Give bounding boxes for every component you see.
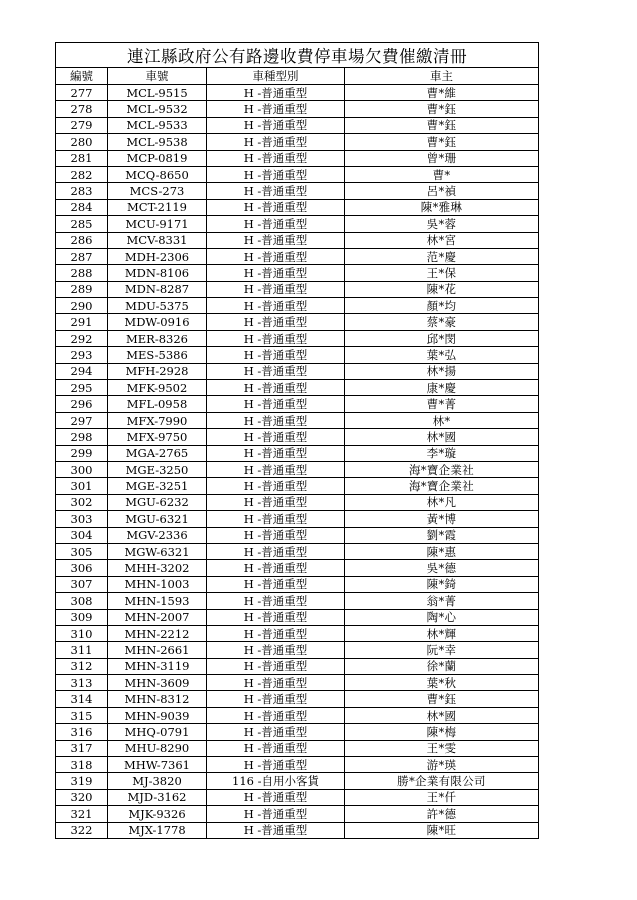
cell-no: 317	[56, 740, 108, 756]
table-row	[56, 691, 539, 707]
table-row	[56, 707, 539, 723]
cell-owner: 陶*心	[345, 609, 539, 625]
table-row	[56, 396, 539, 412]
cell-plate: MHH-3202	[108, 560, 207, 576]
cell-plate: MCL-9538	[108, 134, 207, 150]
table-row	[56, 363, 539, 379]
cell-type: H -普通重型	[207, 511, 345, 527]
cell-type: H -普通重型	[207, 117, 345, 133]
cell-type: H -普通重型	[207, 380, 345, 396]
table-row	[56, 445, 539, 461]
column-header-row	[56, 68, 539, 85]
table-row	[56, 232, 539, 248]
cell-plate: MHN-2661	[108, 642, 207, 658]
table-row	[56, 806, 539, 822]
cell-owner: 邱*閔	[345, 330, 539, 346]
cell-type: 116 -自用小客貨	[207, 773, 345, 789]
table-row	[56, 183, 539, 199]
cell-owner: 吳*蓉	[345, 216, 539, 232]
cell-no: 295	[56, 380, 108, 396]
cell-owner: 康*慶	[345, 380, 539, 396]
cell-type: H -普通重型	[207, 806, 345, 822]
cell-type: H -普通重型	[207, 822, 345, 838]
cell-owner: 阮*幸	[345, 642, 539, 658]
cell-no: 277	[56, 85, 108, 101]
table-row	[56, 347, 539, 363]
cell-type: H -普通重型	[207, 248, 345, 264]
cell-no: 278	[56, 101, 108, 117]
cell-no: 302	[56, 494, 108, 510]
cell-owner: 陳*梅	[345, 724, 539, 740]
cell-no: 283	[56, 183, 108, 199]
cell-type: H -普通重型	[207, 494, 345, 510]
cell-type: H -普通重型	[207, 298, 345, 314]
cell-type: H -普通重型	[207, 757, 345, 773]
cell-plate: MDN-8106	[108, 265, 207, 281]
cell-plate: MHN-9039	[108, 707, 207, 723]
cell-no: 280	[56, 134, 108, 150]
cell-no: 306	[56, 560, 108, 576]
cell-type: H -普通重型	[207, 461, 345, 477]
cell-no: 292	[56, 330, 108, 346]
table-row	[56, 822, 539, 838]
cell-owner: 陳*錡	[345, 576, 539, 592]
cell-owner: 呂*禎	[345, 183, 539, 199]
table-row	[56, 429, 539, 445]
cell-type: H -普通重型	[207, 347, 345, 363]
cell-no: 282	[56, 166, 108, 182]
cell-owner: 曹*鈺	[345, 117, 539, 133]
cell-no: 321	[56, 806, 108, 822]
cell-plate: MHW-7361	[108, 757, 207, 773]
table-body	[56, 85, 539, 839]
cell-no: 286	[56, 232, 108, 248]
cell-plate: MHN-3609	[108, 675, 207, 691]
cell-no: 284	[56, 199, 108, 215]
cell-type: H -普通重型	[207, 232, 345, 248]
cell-owner: 游*瑛	[345, 757, 539, 773]
cell-no: 319	[56, 773, 108, 789]
cell-no: 298	[56, 429, 108, 445]
cell-owner: 翁*菁	[345, 593, 539, 609]
cell-no: 293	[56, 347, 108, 363]
cell-plate: MCL-9532	[108, 101, 207, 117]
cell-owner: 蔡*豪	[345, 314, 539, 330]
cell-owner: 曹*鈺	[345, 691, 539, 707]
cell-plate: MCS-273	[108, 183, 207, 199]
cell-type: H -普通重型	[207, 789, 345, 805]
cell-type: H -普通重型	[207, 445, 345, 461]
table-row	[56, 330, 539, 346]
table-row	[56, 789, 539, 805]
table-row	[56, 757, 539, 773]
table-row	[56, 85, 539, 101]
table-row	[56, 724, 539, 740]
cell-plate: MJ-3820	[108, 773, 207, 789]
cell-plate: MJD-3162	[108, 789, 207, 805]
cell-type: H -普通重型	[207, 658, 345, 674]
cell-plate: MHN-2007	[108, 609, 207, 625]
cell-type: H -普通重型	[207, 330, 345, 346]
cell-type: H -普通重型	[207, 216, 345, 232]
cell-plate: MHQ-0791	[108, 724, 207, 740]
cell-type: H -普通重型	[207, 593, 345, 609]
cell-owner: 曹*	[345, 166, 539, 182]
cell-owner: 葉*弘	[345, 347, 539, 363]
cell-no: 315	[56, 707, 108, 723]
table-row	[56, 281, 539, 297]
cell-no: 285	[56, 216, 108, 232]
cell-type: H -普通重型	[207, 314, 345, 330]
cell-plate: MHN-2212	[108, 625, 207, 641]
cell-owner: 林*凡	[345, 494, 539, 510]
cell-type: H -普通重型	[207, 576, 345, 592]
table-row	[56, 216, 539, 232]
cell-no: 288	[56, 265, 108, 281]
cell-plate: MER-8326	[108, 330, 207, 346]
cell-owner: 李*璇	[345, 445, 539, 461]
cell-owner: 勝*企業有限公司	[345, 773, 539, 789]
cell-plate: MGA-2765	[108, 445, 207, 461]
cell-no: 296	[56, 396, 108, 412]
cell-no: 312	[56, 658, 108, 674]
table-row	[56, 248, 539, 264]
cell-no: 304	[56, 527, 108, 543]
table-row	[56, 461, 539, 477]
cell-owner: 劉*霞	[345, 527, 539, 543]
cell-plate: MHN-8312	[108, 691, 207, 707]
cell-plate: MFX-9750	[108, 429, 207, 445]
cell-no: 301	[56, 478, 108, 494]
table-row	[56, 314, 539, 330]
cell-plate: MGW-6321	[108, 543, 207, 559]
cell-plate: MGE-3251	[108, 478, 207, 494]
cell-plate: MHN-1003	[108, 576, 207, 592]
cell-plate: MCL-9515	[108, 85, 207, 101]
table-row	[56, 642, 539, 658]
table-row	[56, 199, 539, 215]
cell-owner: 林*	[345, 412, 539, 428]
cell-owner: 黃*博	[345, 511, 539, 527]
cell-owner: 陳*旺	[345, 822, 539, 838]
cell-type: H -普通重型	[207, 691, 345, 707]
table-row	[56, 740, 539, 756]
table-row	[56, 412, 539, 428]
cell-plate: MGE-3250	[108, 461, 207, 477]
cell-no: 307	[56, 576, 108, 592]
table-row	[56, 773, 539, 789]
cell-no: 303	[56, 511, 108, 527]
column-header-no: 編號	[56, 68, 108, 85]
cell-no: 279	[56, 117, 108, 133]
column-header-plate: 車號	[108, 68, 207, 85]
cell-plate: MCT-2119	[108, 199, 207, 215]
cell-plate: MCL-9533	[108, 117, 207, 133]
cell-no: 300	[56, 461, 108, 477]
cell-no: 322	[56, 822, 108, 838]
cell-type: H -普通重型	[207, 707, 345, 723]
table-row	[56, 543, 539, 559]
cell-no: 310	[56, 625, 108, 641]
cell-no: 308	[56, 593, 108, 609]
cell-owner: 林*國	[345, 707, 539, 723]
cell-type: H -普通重型	[207, 527, 345, 543]
cell-type: H -普通重型	[207, 101, 345, 117]
cell-type: H -普通重型	[207, 396, 345, 412]
cell-owner: 林*國	[345, 429, 539, 445]
table-row	[56, 380, 539, 396]
cell-owner: 曹*菁	[345, 396, 539, 412]
cell-plate: MFK-9502	[108, 380, 207, 396]
cell-owner: 王*雯	[345, 740, 539, 756]
table-row	[56, 478, 539, 494]
cell-owner: 陳*惠	[345, 543, 539, 559]
cell-no: 291	[56, 314, 108, 330]
cell-owner: 林*輝	[345, 625, 539, 641]
cell-plate: MCQ-8650	[108, 166, 207, 182]
cell-type: H -普通重型	[207, 166, 345, 182]
cell-type: H -普通重型	[207, 281, 345, 297]
cell-type: H -普通重型	[207, 363, 345, 379]
cell-type: H -普通重型	[207, 724, 345, 740]
cell-plate: MES-5386	[108, 347, 207, 363]
cell-plate: MGU-6321	[108, 511, 207, 527]
cell-plate: MJX-1778	[108, 822, 207, 838]
cell-owner: 許*德	[345, 806, 539, 822]
cell-type: H -普通重型	[207, 199, 345, 215]
table-row	[56, 527, 539, 543]
table-row	[56, 117, 539, 133]
cell-type: H -普通重型	[207, 560, 345, 576]
table-row	[56, 298, 539, 314]
cell-owner: 林*揚	[345, 363, 539, 379]
cell-type: H -普通重型	[207, 675, 345, 691]
cell-no: 289	[56, 281, 108, 297]
cell-type: H -普通重型	[207, 478, 345, 494]
arrears-register-table	[55, 42, 539, 839]
cell-plate: MHN-3119	[108, 658, 207, 674]
table-row	[56, 101, 539, 117]
cell-plate: MGV-2336	[108, 527, 207, 543]
cell-type: H -普通重型	[207, 543, 345, 559]
cell-owner: 王*保	[345, 265, 539, 281]
cell-type: H -普通重型	[207, 85, 345, 101]
cell-owner: 范*慶	[345, 248, 539, 264]
cell-plate: MFH-2928	[108, 363, 207, 379]
cell-type: H -普通重型	[207, 609, 345, 625]
cell-owner: 林*宮	[345, 232, 539, 248]
cell-type: H -普通重型	[207, 183, 345, 199]
table-row	[56, 494, 539, 510]
table-row	[56, 609, 539, 625]
table-row	[56, 150, 539, 166]
cell-no: 313	[56, 675, 108, 691]
table-row	[56, 625, 539, 641]
cell-plate: MFL-0958	[108, 396, 207, 412]
table-row	[56, 576, 539, 592]
column-header-owner: 車主	[345, 68, 539, 85]
cell-no: 281	[56, 150, 108, 166]
cell-plate: MCU-9171	[108, 216, 207, 232]
cell-plate: MDU-5375	[108, 298, 207, 314]
table-row	[56, 593, 539, 609]
cell-plate: MDW-0916	[108, 314, 207, 330]
cell-type: H -普通重型	[207, 150, 345, 166]
document-title: 連江縣政府公有路邊收費停車場欠費催繳清冊	[56, 43, 539, 68]
table-row	[56, 658, 539, 674]
table-row	[56, 265, 539, 281]
cell-no: 311	[56, 642, 108, 658]
cell-type: H -普通重型	[207, 134, 345, 150]
cell-owner: 海*寶企業社	[345, 461, 539, 477]
table-row	[56, 560, 539, 576]
cell-owner: 徐*蘭	[345, 658, 539, 674]
cell-no: 305	[56, 543, 108, 559]
cell-plate: MGU-6232	[108, 494, 207, 510]
cell-no: 287	[56, 248, 108, 264]
cell-type: H -普通重型	[207, 265, 345, 281]
cell-owner: 吳*德	[345, 560, 539, 576]
cell-owner: 海*寶企業社	[345, 478, 539, 494]
cell-no: 297	[56, 412, 108, 428]
cell-no: 316	[56, 724, 108, 740]
cell-plate: MFX-7990	[108, 412, 207, 428]
cell-owner: 陳*花	[345, 281, 539, 297]
cell-owner: 顏*均	[345, 298, 539, 314]
cell-owner: 曾*珊	[345, 150, 539, 166]
cell-no: 309	[56, 609, 108, 625]
cell-plate: MDH-2306	[108, 248, 207, 264]
column-header-type: 車種型別	[207, 68, 345, 85]
cell-no: 320	[56, 789, 108, 805]
cell-owner: 王*仟	[345, 789, 539, 805]
cell-no: 299	[56, 445, 108, 461]
cell-plate: MDN-8287	[108, 281, 207, 297]
cell-plate: MHU-8290	[108, 740, 207, 756]
table-row	[56, 675, 539, 691]
cell-no: 318	[56, 757, 108, 773]
cell-type: H -普通重型	[207, 642, 345, 658]
cell-owner: 曹*鈺	[345, 134, 539, 150]
cell-plate: MHN-1593	[108, 593, 207, 609]
cell-no: 314	[56, 691, 108, 707]
cell-type: H -普通重型	[207, 412, 345, 428]
cell-owner: 葉*秋	[345, 675, 539, 691]
cell-owner: 曹*維	[345, 85, 539, 101]
cell-type: H -普通重型	[207, 625, 345, 641]
cell-type: H -普通重型	[207, 429, 345, 445]
table-row	[56, 134, 539, 150]
table-row	[56, 511, 539, 527]
cell-type: H -普通重型	[207, 740, 345, 756]
cell-plate: MCP-0819	[108, 150, 207, 166]
cell-no: 294	[56, 363, 108, 379]
cell-plate: MCV-8331	[108, 232, 207, 248]
cell-no: 290	[56, 298, 108, 314]
table-row	[56, 166, 539, 182]
cell-plate: MJK-9326	[108, 806, 207, 822]
cell-owner: 陳*雅琳	[345, 199, 539, 215]
cell-owner: 曹*鈺	[345, 101, 539, 117]
